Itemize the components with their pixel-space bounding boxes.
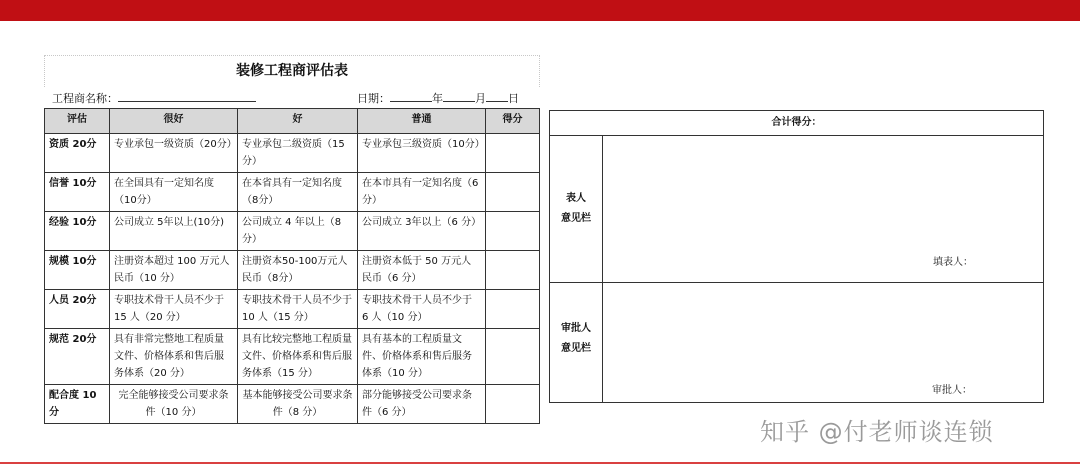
header-very-good: 很好 xyxy=(110,109,238,134)
year-line xyxy=(390,90,432,102)
cell-good: 具有比较完整地工程质量文件、价格体系和售后服务体系（15 分） xyxy=(238,329,358,385)
cell-score[interactable] xyxy=(486,212,540,251)
contractor-name-line xyxy=(118,90,256,102)
row-category: 经验 10分 xyxy=(45,212,110,251)
table-row xyxy=(45,329,540,385)
cell-average: 注册资本低于 50 万元人民币（6 分） xyxy=(358,251,486,290)
row-category: 资质 20分 xyxy=(45,134,110,173)
table-row xyxy=(45,173,540,212)
table-row xyxy=(45,134,540,173)
cell-average: 在本市具有一定知名度（6分） xyxy=(358,173,486,212)
table-row xyxy=(45,212,540,251)
date-field xyxy=(357,90,519,106)
cell-very-good: 具有非常完整地工程质量文件、价格体系和售后服务体系（20 分） xyxy=(110,329,238,385)
evaluation-table xyxy=(44,108,540,424)
form-meta-row xyxy=(44,87,538,107)
filler-opinion-label xyxy=(550,136,603,282)
cell-average: 公司成立 3年以上（6 分） xyxy=(358,212,486,251)
cell-average: 具有基本的工程质量文件、价格体系和售后服务体系（10 分） xyxy=(358,329,486,385)
filler-label-line1: 表人 xyxy=(566,193,586,204)
header-average: 普通 xyxy=(358,109,486,134)
cell-very-good: 完全能够接受公司要求条件（10 分） xyxy=(110,385,238,424)
row-category: 人员 20分 xyxy=(45,290,110,329)
filler-opinion-row xyxy=(550,136,1043,283)
row-category: 规范 20分 xyxy=(45,329,110,385)
total-score-label: 合计得分： xyxy=(550,111,1043,136)
bottom-red-line xyxy=(0,462,1080,464)
cell-good: 在本省具有一定知名度（8分） xyxy=(238,173,358,212)
cell-good: 公司成立 4 年以上（8分） xyxy=(238,212,358,251)
cell-very-good: 专业承包一级资质（20分） xyxy=(110,134,238,173)
month-line xyxy=(443,90,475,102)
month-label: 月 xyxy=(475,92,486,105)
cell-good: 专业承包二级资质（15分） xyxy=(238,134,358,173)
table-header-row xyxy=(45,109,540,134)
cell-average: 专职技术骨干人员不少于 6 人（10 分） xyxy=(358,290,486,329)
cell-score[interactable] xyxy=(486,134,540,173)
cell-good: 注册资本50-100万元人民币（8分） xyxy=(238,251,358,290)
form-title-box xyxy=(44,55,540,87)
approver-opinion-row xyxy=(550,283,1043,402)
header-good: 好 xyxy=(238,109,358,134)
cell-good: 专职技术骨干人员不少于 10 人（15 分） xyxy=(238,290,358,329)
cell-very-good: 在全国具有一定知名度（10分） xyxy=(110,173,238,212)
approver-label-line2: 意见栏 xyxy=(561,343,591,354)
cell-very-good: 专职技术骨干人员不少于 15 人（20 分） xyxy=(110,290,238,329)
cell-score[interactable] xyxy=(486,251,540,290)
zhihu-watermark: 知乎 @付老师谈连锁 xyxy=(760,418,994,446)
day-label: 日 xyxy=(508,92,519,105)
filler-signature: 填表人： xyxy=(933,257,973,268)
row-category: 信誉 10分 xyxy=(45,173,110,212)
cell-score[interactable] xyxy=(486,290,540,329)
summary-table xyxy=(549,110,1044,403)
cell-very-good: 公司成立 5年以上(10分) xyxy=(110,212,238,251)
table-row xyxy=(45,290,540,329)
approver-opinion-label xyxy=(550,283,603,402)
header-category: 评估 xyxy=(45,109,110,134)
top-red-bar xyxy=(0,0,1080,21)
cell-average: 专业承包三级资质（10分） xyxy=(358,134,486,173)
contractor-label: 工程商名称： xyxy=(52,92,118,105)
table-row xyxy=(45,385,540,424)
form-title: 装修工程商评估表 xyxy=(236,63,348,79)
header-score: 得分 xyxy=(486,109,540,134)
cell-score[interactable] xyxy=(486,173,540,212)
approver-label-line1: 审批人 xyxy=(561,323,591,334)
cell-average: 部分能够接受公司要求条件（6 分） xyxy=(358,385,486,424)
cell-very-good: 注册资本超过 100 万元人民币（10 分） xyxy=(110,251,238,290)
table-row xyxy=(45,251,540,290)
filler-label-line2: 意见栏 xyxy=(561,213,591,224)
day-line xyxy=(486,90,508,102)
cell-good: 基本能够接受公司要求条件（8 分） xyxy=(238,385,358,424)
approver-signature: 审批人： xyxy=(932,385,972,396)
row-category: 配合度 10 分 xyxy=(45,385,110,424)
contractor-name-field xyxy=(52,90,256,106)
row-category: 规模 10分 xyxy=(45,251,110,290)
cell-score[interactable] xyxy=(486,329,540,385)
date-label: 日期： xyxy=(357,92,390,105)
year-label: 年 xyxy=(432,92,443,105)
cell-score[interactable] xyxy=(486,385,540,424)
